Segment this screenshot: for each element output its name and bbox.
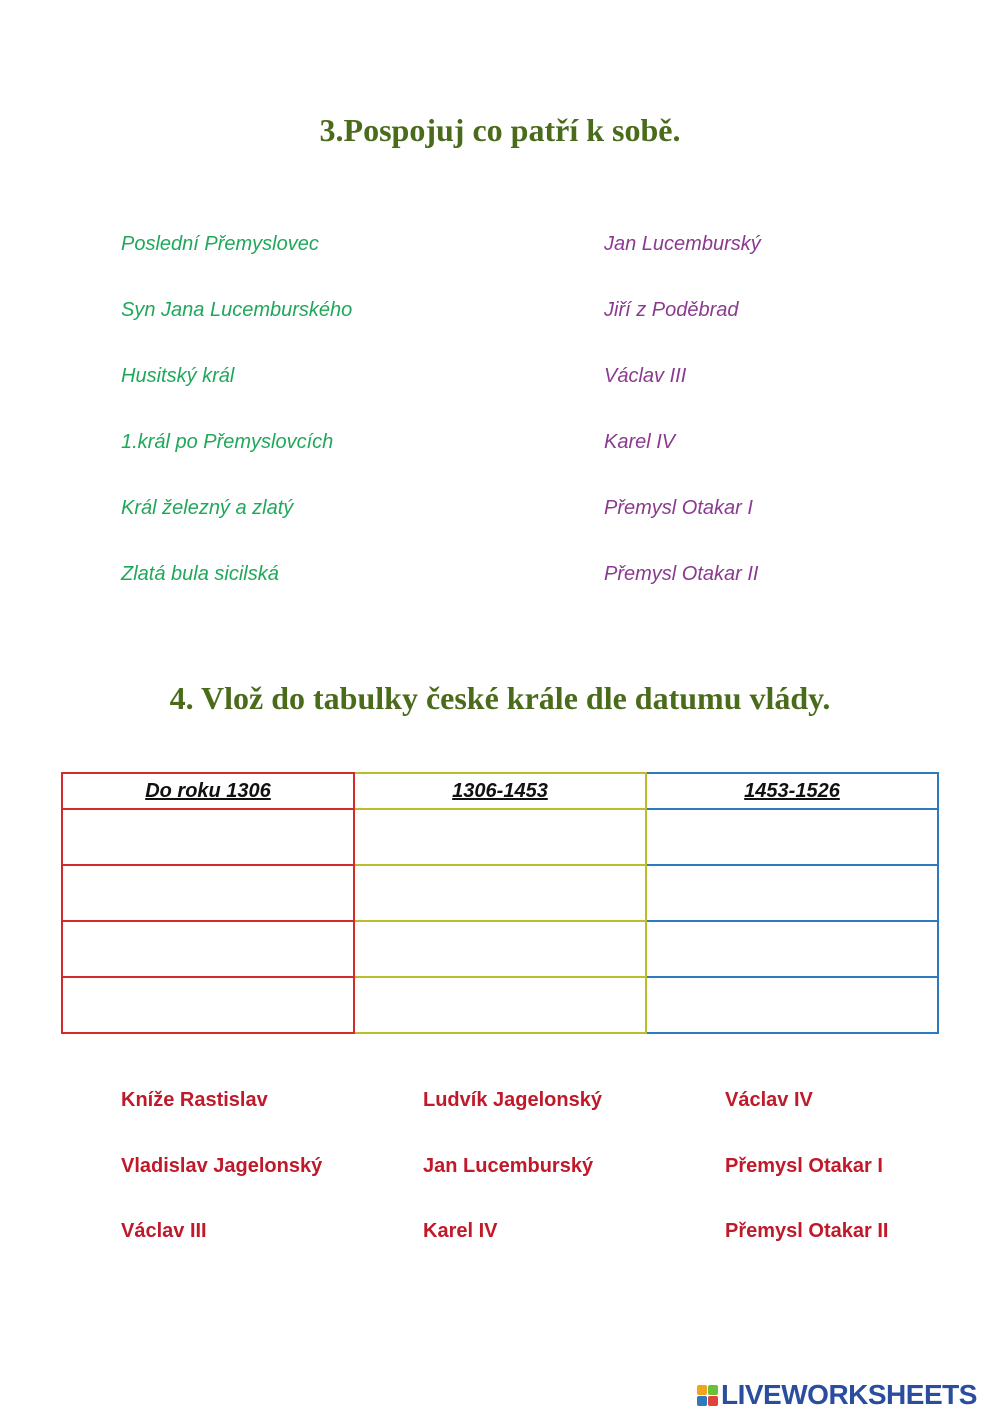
match-left-item[interactable]: Zlatá bula sicilská (121, 563, 279, 585)
match-left-item[interactable]: Husitský král (121, 365, 235, 387)
liveworksheets-logo (697, 1378, 977, 1412)
draggable-king-name[interactable]: Vladislav Jagelonský (121, 1155, 323, 1177)
drop-cell[interactable] (354, 865, 646, 921)
draggable-king-name[interactable]: Václav III (121, 1220, 207, 1242)
table-row (62, 865, 938, 921)
draggable-king-name[interactable]: Karel IV (423, 1220, 498, 1242)
drop-cell[interactable] (646, 921, 938, 977)
kings-table (61, 772, 939, 1034)
match-right-item[interactable]: Přemysl Otakar II (604, 563, 759, 585)
drop-cell[interactable] (354, 921, 646, 977)
match-right-item[interactable]: Jan Lucemburský (604, 233, 761, 255)
section-3-title: 3.Pospojuj co patří k sobě. (319, 112, 681, 148)
drop-cell[interactable] (62, 865, 354, 921)
table-header-until-1306: Do roku 1306 (62, 773, 354, 809)
table-header-1306-1453: 1306-1453 (354, 773, 646, 809)
drop-cell[interactable] (646, 977, 938, 1033)
match-right-item[interactable]: Karel IV (604, 431, 676, 453)
draggable-king-name[interactable]: Ludvík Jagelonský (423, 1089, 602, 1111)
match-left-item[interactable]: 1.král po Přemyslovcích (121, 431, 334, 453)
drop-cell[interactable] (62, 921, 354, 977)
draggable-king-name[interactable]: Přemysl Otakar II (725, 1220, 889, 1242)
drop-cell[interactable] (62, 809, 354, 865)
table-row (62, 921, 938, 977)
draggable-king-name[interactable]: Jan Lucemburský (423, 1155, 594, 1177)
liveworksheets-logo-icon (697, 1385, 718, 1406)
drop-cell[interactable] (646, 865, 938, 921)
draggable-king-name[interactable]: Kníže Rastislav (121, 1089, 268, 1111)
table-row (62, 809, 938, 865)
match-right-item[interactable]: Václav III (604, 365, 687, 387)
liveworksheets-logo-text: LIVEWORKSHEETS (721, 1379, 977, 1410)
drop-cell[interactable] (354, 977, 646, 1033)
match-right-item[interactable]: Přemysl Otakar I (604, 497, 753, 519)
match-left-item[interactable]: Syn Jana Lucemburského (121, 299, 353, 321)
table-header-1453-1526: 1453-1526 (646, 773, 938, 809)
table-row (62, 977, 938, 1033)
match-left-item[interactable]: Král železný a zlatý (121, 497, 294, 519)
drop-cell[interactable] (646, 809, 938, 865)
draggable-king-name[interactable]: Přemysl Otakar I (725, 1155, 883, 1177)
match-left-item[interactable]: Poslední Přemyslovec (121, 233, 319, 255)
draggable-king-name[interactable]: Václav IV (725, 1089, 813, 1111)
drop-cell[interactable] (62, 977, 354, 1033)
drop-cell[interactable] (354, 809, 646, 865)
match-right-item[interactable]: Jiří z Poděbrad (604, 299, 739, 321)
section-4-title: 4. Vlož do tabulky české krále dle datumu vlády. (169, 680, 831, 716)
